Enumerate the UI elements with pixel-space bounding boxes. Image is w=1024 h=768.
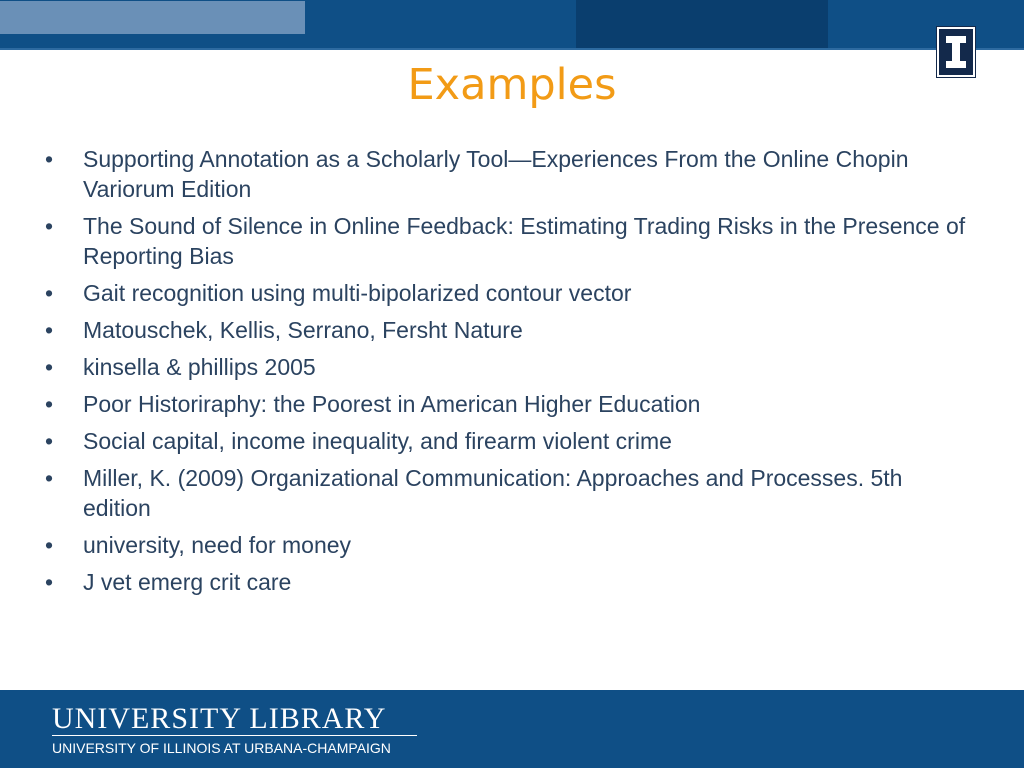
header-band-dark-segment bbox=[576, 0, 828, 50]
header-band bbox=[0, 0, 1024, 50]
bullet-text: Social capital, income inequality, and firearm violent crime bbox=[83, 428, 672, 454]
bullet-item bbox=[45, 211, 975, 271]
bullet-item bbox=[45, 567, 975, 597]
slide-content bbox=[45, 144, 975, 604]
bullet-glyph: • bbox=[45, 569, 54, 595]
header-band-line bbox=[0, 48, 1024, 50]
bullet-text: The Sound of Silence in Online Feedback: Estimating Trading Risks in the Presence of Reporting Bias bbox=[83, 213, 966, 269]
bullet-text: university, need for money bbox=[83, 532, 352, 558]
bullet-glyph: • bbox=[45, 532, 54, 558]
bullet-item bbox=[45, 315, 975, 345]
bullet-glyph: • bbox=[45, 146, 54, 172]
bullet-text: kinsella & phillips 2005 bbox=[83, 354, 316, 380]
bullet-item bbox=[45, 389, 975, 419]
footer-university-name: UNIVERSITY OF ILLINOIS AT URBANA-CHAMPAIGN bbox=[52, 740, 391, 756]
footer-band bbox=[0, 690, 1024, 768]
footer-divider bbox=[52, 735, 417, 736]
bullet-item bbox=[45, 426, 975, 456]
bullet-text: Gait recognition using multi-bipolarized contour vector bbox=[83, 280, 632, 306]
bullet-list bbox=[45, 144, 975, 597]
bullet-text: Miller, K. (2009) Organizational Communication: Approaches and Processes. 5th edition bbox=[83, 465, 903, 521]
bullet-glyph: • bbox=[45, 428, 54, 454]
bullet-glyph: • bbox=[45, 213, 54, 239]
bullet-glyph: • bbox=[45, 317, 54, 343]
bullet-item bbox=[45, 278, 975, 308]
bullet-item bbox=[45, 144, 975, 204]
bullet-glyph: • bbox=[45, 465, 54, 491]
bullet-text: J vet emerg crit care bbox=[83, 569, 292, 595]
bullet-glyph: • bbox=[45, 280, 54, 306]
bullet-item bbox=[45, 530, 975, 560]
header-band-light-segment bbox=[0, 1, 305, 34]
bullet-item bbox=[45, 352, 975, 382]
bullet-text: Poor Historiraphy: the Poorest in American Higher Education bbox=[83, 391, 701, 417]
bullet-item bbox=[45, 463, 975, 523]
bullet-glyph: • bbox=[45, 391, 54, 417]
slide-title: Examples bbox=[407, 60, 617, 110]
bullet-text: Supporting Annotation as a Scholarly Tool—Experiences From the Online Chopin Variorum Edition bbox=[83, 146, 909, 202]
bullet-text: Matouschek, Kellis, Serrano, Fersht Nature bbox=[83, 317, 523, 343]
footer-library-name: UNIVERSITY LIBRARY bbox=[52, 702, 387, 735]
bullet-glyph: • bbox=[45, 354, 54, 380]
